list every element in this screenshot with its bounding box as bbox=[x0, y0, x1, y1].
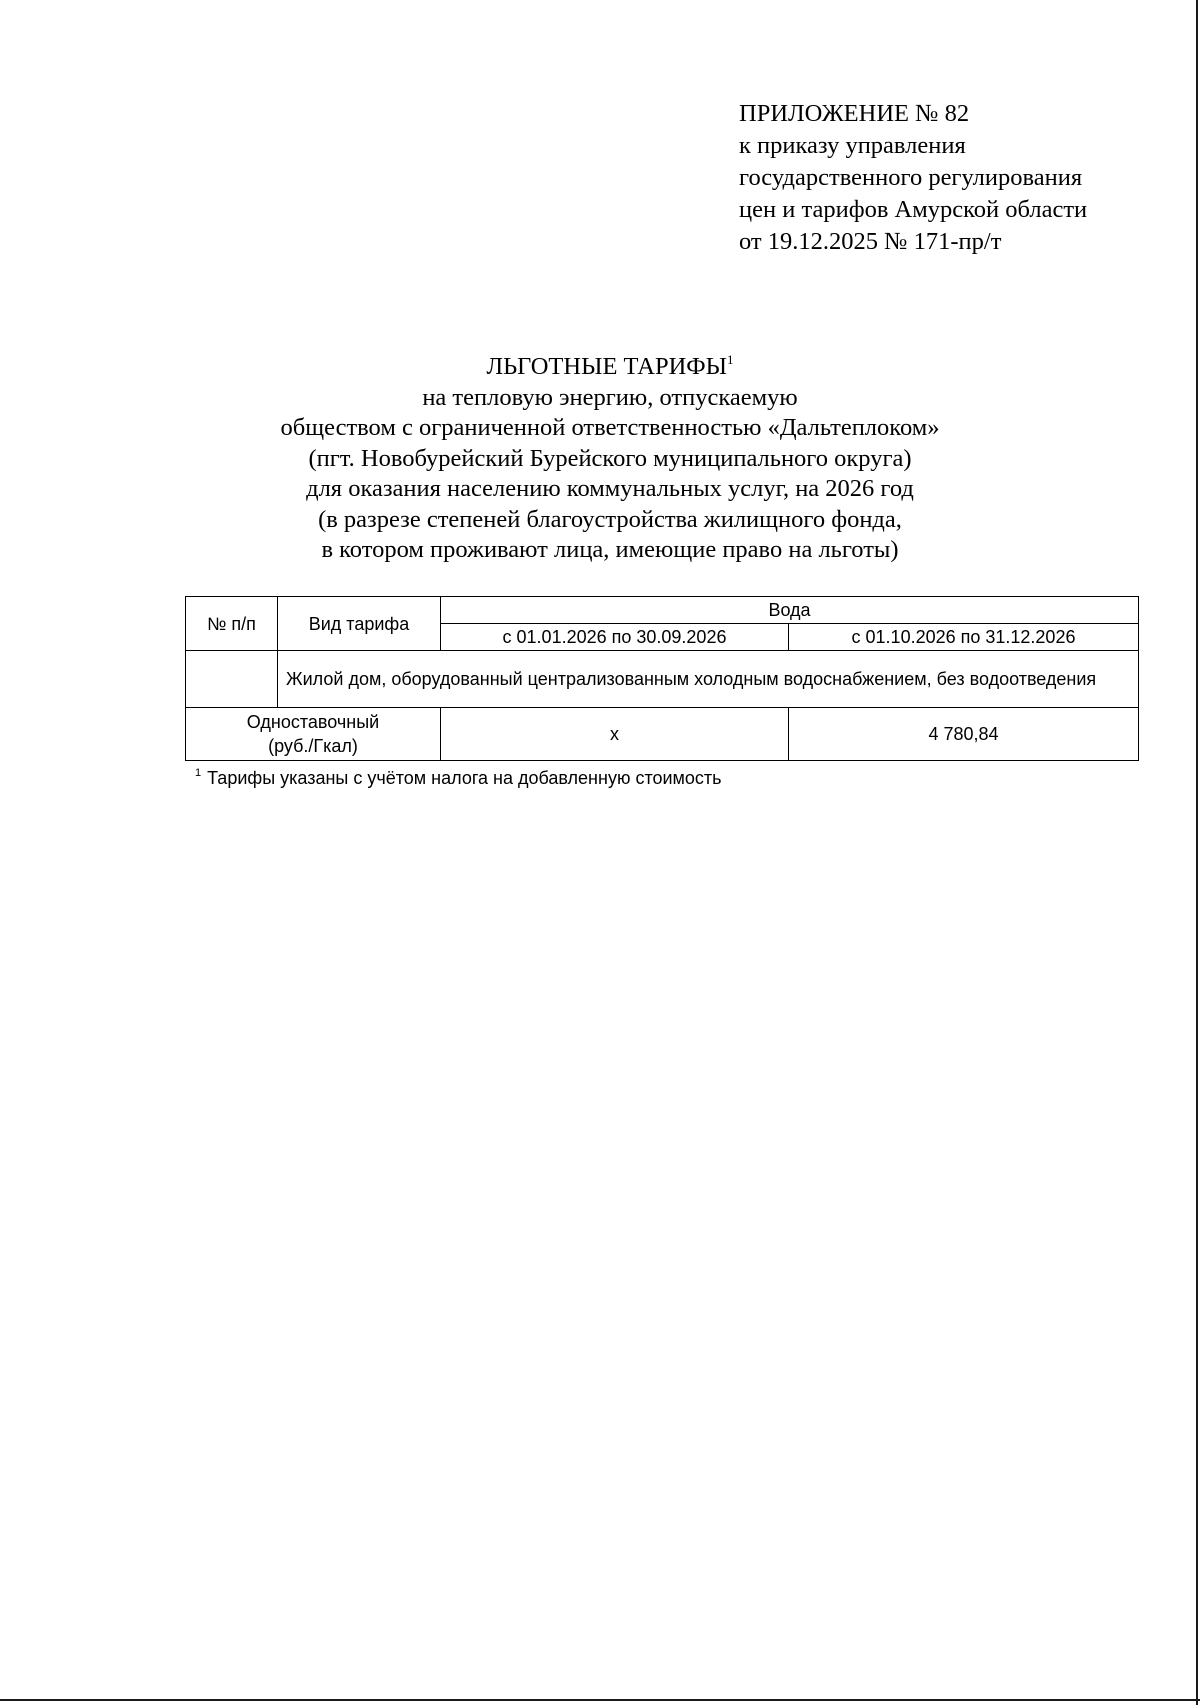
title-line: обществом с ограниченной ответственностью «Дальтеплоком» bbox=[280, 414, 940, 441]
header-period-1: с 01.01.2026 по 30.09.2026 bbox=[441, 624, 789, 651]
cell-value-period-2: 4 780,84 bbox=[789, 708, 1139, 761]
appendix-line: к приказу управления bbox=[739, 132, 966, 159]
scan-edge-bottom bbox=[0, 1699, 1200, 1701]
cell-value-period-1: х bbox=[441, 708, 789, 761]
cell-group-description: Жилой дом, оборудованный централизованным холодным водоснабжением, без водоотведения bbox=[278, 651, 1139, 708]
appendix-line: государственного регулирования bbox=[739, 164, 1083, 191]
tariff-type-name: Одноставочный bbox=[246, 712, 380, 732]
appendix-date: от 19.12.2025 № 171-пр/т bbox=[739, 228, 1002, 255]
appendix-line: цен и тарифов Амурской области bbox=[739, 196, 1088, 223]
title-line: в котором проживают лица, имеющие право на льготы) bbox=[321, 536, 899, 563]
table-row bbox=[186, 651, 1139, 708]
footnote-text: Тарифы указаны с учётом налога на добавленную стоимость bbox=[207, 768, 722, 788]
header-type: Вид тарифа bbox=[278, 597, 441, 651]
title-line: (пгт. Новобурейский Бурейского муниципального округа) bbox=[308, 444, 912, 472]
table-row bbox=[186, 708, 1139, 761]
footnote-mark: 1 bbox=[727, 352, 734, 367]
cell-tariff-type bbox=[186, 708, 441, 761]
tariff-table bbox=[185, 596, 1139, 761]
header-period-2: с 01.10.2026 по 31.12.2026 bbox=[789, 624, 1139, 651]
cell-num bbox=[186, 651, 278, 708]
title-heading: ЛЬГОТНЫЕ ТАРИФЫ$^1$ bbox=[486, 352, 734, 380]
title-line: для оказания населению коммунальных услуг, на 2026 год bbox=[306, 475, 914, 502]
header-num: № п/п bbox=[186, 597, 278, 651]
document-title bbox=[160, 352, 1060, 566]
footnote bbox=[195, 766, 1095, 790]
table-header-row bbox=[186, 597, 1139, 624]
title-line: (в разрезе степеней благоустройства жилищного фонда, bbox=[318, 505, 902, 533]
footnote-mark: 1 bbox=[195, 767, 202, 779]
title-line: на тепловую энергию, отпускаемую bbox=[422, 383, 798, 411]
scan-edge-right bbox=[1196, 0, 1198, 1705]
header-group: Вода bbox=[441, 597, 1139, 624]
appendix-block bbox=[739, 98, 1189, 258]
tariff-type-unit: (руб./Гкал) bbox=[268, 736, 358, 756]
appendix-number: ПРИЛОЖЕНИЕ № 82 bbox=[739, 100, 970, 127]
